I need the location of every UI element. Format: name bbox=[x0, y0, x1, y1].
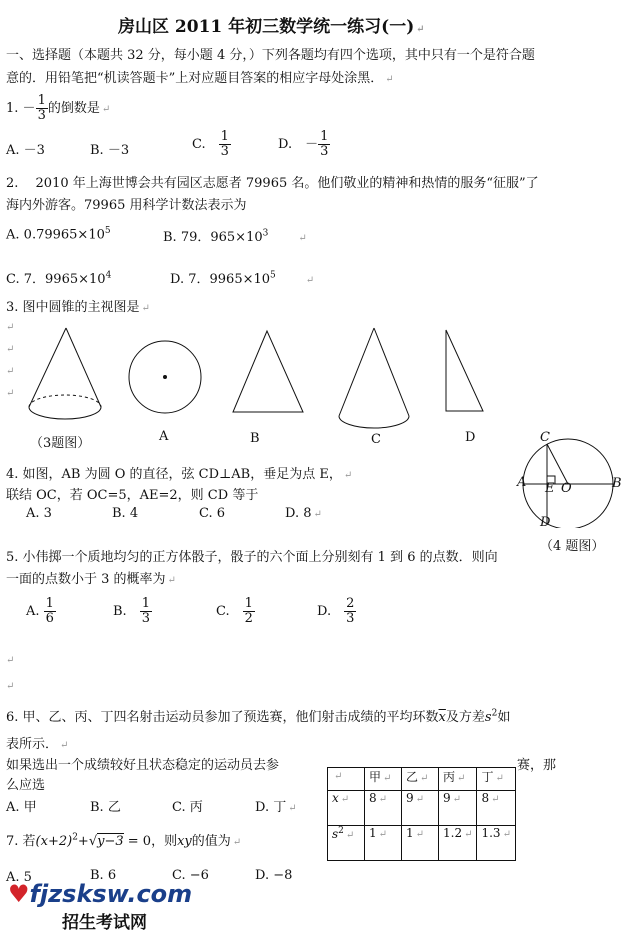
q2-option-c[interactable]: C. 7．$9965\times 10^4$ bbox=[6, 270, 112, 287]
question-5-line1: 5. 小伟掷一个质地均匀的正方体骰子，骰子的六个面上分别刻有 1 到 6 的点数．则向 bbox=[6, 550, 498, 565]
question-6-line3b: 赛，那 bbox=[517, 758, 557, 773]
q4-option-c[interactable]: C. 6 bbox=[199, 506, 226, 521]
section-instructions-line2: 意的．用铅笔把“机读答题卡”上对应题目答案的相应字母处涂黑． ↵ bbox=[6, 71, 394, 86]
label-a[interactable]: A bbox=[159, 429, 169, 444]
q4-option-b[interactable]: B. 4 bbox=[112, 506, 139, 521]
table-row bbox=[328, 826, 516, 861]
q3-figures bbox=[0, 320, 500, 430]
question-6-line2: 表所示． ↵ bbox=[6, 737, 69, 752]
q4-option-d[interactable]: D. 8 ↵ bbox=[285, 506, 322, 521]
q1-option-a[interactable]: A. －3 bbox=[6, 143, 45, 158]
question-6-line3a: 如果选出一个成绩较好且状态稳定的运动员去参 bbox=[6, 758, 280, 773]
point-c-label: C bbox=[540, 430, 550, 445]
question-4-line2: 联结 OC，若 OC=5，AE=2，则 CD 等于 bbox=[6, 488, 259, 503]
q5-option-a[interactable]: A. $\frac{1}{6}$ bbox=[26, 596, 54, 626]
q5-option-d[interactable]: D. $\frac{2}{3}$ bbox=[317, 596, 355, 626]
heart-icon: ♥ bbox=[8, 880, 30, 908]
paragraph-mark: ↵ bbox=[6, 681, 15, 692]
table-header-row bbox=[328, 768, 516, 791]
q1-option-c[interactable]: C. $\frac{1}{3}$ bbox=[192, 129, 229, 159]
table-cell: 8 ↵ bbox=[477, 791, 515, 826]
q6-option-d[interactable]: D. 丁 ↵ bbox=[255, 800, 297, 815]
watermark-logo: ♥fjzsksw.com bbox=[8, 880, 193, 908]
section-instructions-line1: 一、选择题（本题共 32 分，每小题 4 分，）下列各题均有四个选项，其中只有一个是符合题 bbox=[6, 48, 535, 63]
option-d-right-triangle-figure bbox=[446, 330, 483, 411]
paragraph-mark: ↵ bbox=[6, 344, 15, 355]
table-row-head: $\overline{x}$ ↵ bbox=[328, 791, 365, 826]
q4-circle-figure bbox=[510, 428, 626, 528]
q5-option-b[interactable]: B. $\frac{1}{3}$ bbox=[113, 596, 150, 626]
table-row-head: $s^2$ ↵ bbox=[328, 826, 365, 861]
q2-option-b[interactable]: B. 79．$965\times 10^3$ ↵ bbox=[163, 228, 307, 245]
q3-caption: （3题图） bbox=[30, 436, 91, 451]
table-cell: 1 ↵ bbox=[365, 826, 402, 861]
q1-option-d[interactable]: D. － $\frac{1}{3}$ bbox=[278, 129, 329, 159]
table-header-cell: 甲 ↵ bbox=[365, 768, 402, 791]
table-header-cell: 丙 ↵ bbox=[439, 768, 477, 791]
watermark-subtitle: 招生考试网 bbox=[62, 913, 147, 933]
point-o-label: O bbox=[561, 481, 572, 496]
q6-option-a[interactable]: A. 甲 bbox=[6, 800, 37, 815]
q2-option-d[interactable]: D. 7．$9965\times 10^5$ ↵ bbox=[170, 270, 315, 287]
question-4-line1: 4. 如图，AB 为圆 O 的直径，弦 CD⊥AB，垂足为点 E， ↵ bbox=[6, 467, 353, 482]
label-b[interactable]: B bbox=[250, 431, 260, 446]
question-7: 7. 若$(x+2)^2+√y-3 = 0$，则xy的值为 ↵ bbox=[6, 832, 242, 849]
point-b-label: B bbox=[612, 476, 622, 491]
q2-option-a[interactable]: A. $0.79965\times 10^5$ bbox=[6, 226, 111, 243]
point-d-label: D bbox=[540, 515, 551, 530]
q6-option-c[interactable]: C. 丙 bbox=[172, 800, 203, 815]
question-3: 3. 图中圆锥的主视图是 ↵ bbox=[6, 300, 150, 315]
option-c-cone-side-figure bbox=[339, 328, 409, 428]
question-6-line1: 6. 甲、乙、丙、丁四名射击运动员参加了预选赛，他们射击成绩的平均环数$\overline{x}$及方差$s^2$如 bbox=[6, 708, 511, 725]
point-e-label: E bbox=[545, 481, 555, 496]
q7-option-d[interactable]: D. −8 bbox=[255, 868, 293, 883]
score-table bbox=[327, 767, 516, 861]
question-2-line2: 海内外游客。79965 用科学计数法表示为 bbox=[6, 198, 247, 213]
q6-option-b[interactable]: B. 乙 bbox=[90, 800, 121, 815]
paragraph-mark: ↵ bbox=[6, 366, 15, 377]
s-squared-symbol: s bbox=[484, 710, 492, 725]
q5-option-c[interactable]: C. $\frac{1}{2}$ bbox=[216, 596, 253, 626]
paragraph-mark: ↵ bbox=[6, 655, 15, 666]
table-header-cell: 乙 ↵ bbox=[402, 768, 439, 791]
sqrt-symbol: √y−3 bbox=[88, 834, 124, 849]
q7-option-c[interactable]: C. −6 bbox=[172, 868, 209, 883]
table-cell: ↵ bbox=[328, 768, 365, 791]
point-a-label: A bbox=[517, 475, 527, 490]
table-cell: 1.2 ↵ bbox=[439, 826, 477, 861]
label-c[interactable]: C bbox=[371, 432, 381, 447]
x-bar-symbol: $\overline{x}$ bbox=[438, 710, 446, 725]
q1-option-b[interactable]: B. －3 bbox=[90, 143, 130, 158]
label-d[interactable]: D bbox=[465, 430, 476, 445]
page-title: 房山区 2011 年初三数学统一练习(一) ↵ bbox=[118, 17, 425, 37]
question-2-line1: 2. 2010 年上海世博会共有园区志愿者 79965 名。他们敬业的精神和热情的服务“征服”了 bbox=[6, 176, 539, 191]
table-cell: 9 ↵ bbox=[402, 791, 439, 826]
table-header-cell: 丁 ↵ bbox=[477, 768, 515, 791]
paragraph-mark: ↵ bbox=[6, 388, 15, 399]
q7-option-a[interactable]: A. 5 bbox=[6, 870, 32, 885]
table-cell: 1.3 ↵ bbox=[477, 826, 515, 861]
option-a-circle-figure bbox=[129, 341, 201, 413]
question-1: 1. － $\frac{1}{3}$ 的倒数是 ↵ bbox=[6, 93, 111, 123]
table-cell: 8 ↵ bbox=[365, 791, 402, 826]
cone-3d-figure bbox=[29, 328, 101, 419]
fraction-one-third: $\frac{1}{3}$ bbox=[37, 93, 46, 123]
question-6-line4: 么应选 bbox=[6, 778, 46, 793]
table-cell: 9 ↵ bbox=[439, 791, 477, 826]
table-cell: 1 ↵ bbox=[402, 826, 439, 861]
q4-option-a[interactable]: A. 3 bbox=[26, 506, 52, 521]
option-b-triangle-figure bbox=[233, 331, 303, 412]
q7-option-b[interactable]: B. 6 bbox=[90, 868, 117, 883]
q4-caption: （4 题图） bbox=[540, 539, 605, 554]
table-row bbox=[328, 791, 516, 826]
question-5-line2: 一面的点数小于 3 的概率为 ↵ bbox=[6, 572, 176, 587]
paragraph-mark: ↵ bbox=[6, 322, 15, 333]
